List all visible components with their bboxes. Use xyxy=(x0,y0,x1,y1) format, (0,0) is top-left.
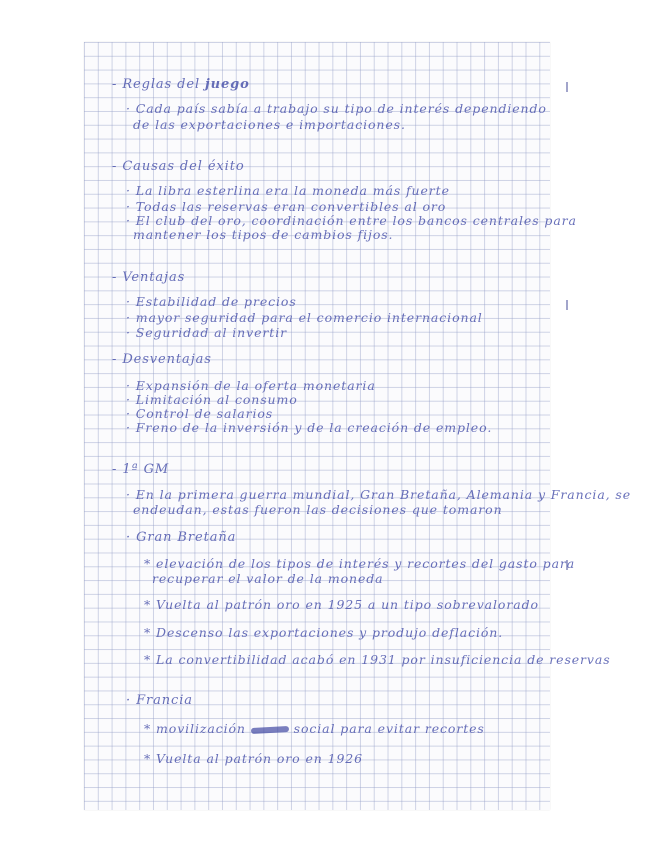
note-line: * Descenso las exportaciones y produjo deflación. xyxy=(144,625,504,640)
note-line: · Freno de la inversión y de la creación de empleo. xyxy=(126,420,493,435)
note-line: * La convertibilidad acabó en 1931 por insuficiencia de reservas xyxy=(144,652,611,667)
heading-text: - Reglas del xyxy=(112,77,206,92)
note-text: * movilización xyxy=(144,721,251,736)
page-edge-mark xyxy=(566,82,568,92)
heading-1gm: - 1ª GM xyxy=(112,462,170,477)
heading-francia: · Francia xyxy=(126,693,193,708)
note-line: · Seguridad al invertir xyxy=(126,325,287,340)
note-line: * Vuelta al patrón oro en 1926 xyxy=(144,751,364,766)
note-line: de las exportaciones e importaciones. xyxy=(133,117,406,132)
note-line: · Limitación al consumo xyxy=(126,392,298,407)
heading-emphasis: juego xyxy=(205,77,250,92)
heading-reglas xyxy=(112,77,250,92)
note-line: · La libra esterlina era la moneda más fuerte xyxy=(126,183,450,198)
note-line: endeudan, estas fueron las decisiones que tomaron xyxy=(133,502,503,517)
note-line: · Cada país sabía a trabajo su tipo de interés dependiendo xyxy=(126,101,547,116)
note-line: · En la primera guerra mundial, Gran Bretaña, Alemania y Francia, se xyxy=(126,487,632,502)
note-line: · mayor seguridad para el comercio internacional xyxy=(126,310,483,325)
note-line: · Todas las reservas eran convertibles al oro xyxy=(126,199,447,214)
page-edge-mark xyxy=(566,300,568,310)
note-line: recuperar el valor de la moneda xyxy=(152,571,384,586)
note-line: · El club del oro, coordinación entre los bancos centrales para xyxy=(126,213,577,228)
note-text: social para evitar recortes xyxy=(288,721,485,736)
note-line: * Vuelta al patrón oro en 1925 a un tipo sobrevalorado xyxy=(144,597,539,612)
heading-desventajas: - Desventajas xyxy=(112,352,212,367)
note-line: · Estabilidad de precios xyxy=(126,294,297,309)
note-line: · Expansión de la oferta monetaria xyxy=(126,378,376,393)
heading-ventajas: - Ventajas xyxy=(112,270,186,285)
crossed-out-word xyxy=(251,726,289,734)
note-line: · Control de salarios xyxy=(126,406,274,421)
heading-gran-bretana: · Gran Bretaña xyxy=(126,530,237,545)
heading-causas: - Causas del éxito xyxy=(112,159,245,174)
note-line: * elevación de los tipos de interés y recortes del gasto para xyxy=(144,556,576,571)
note-line: mantener los tipos de cambios fijos. xyxy=(133,227,394,242)
note-line xyxy=(144,721,485,736)
